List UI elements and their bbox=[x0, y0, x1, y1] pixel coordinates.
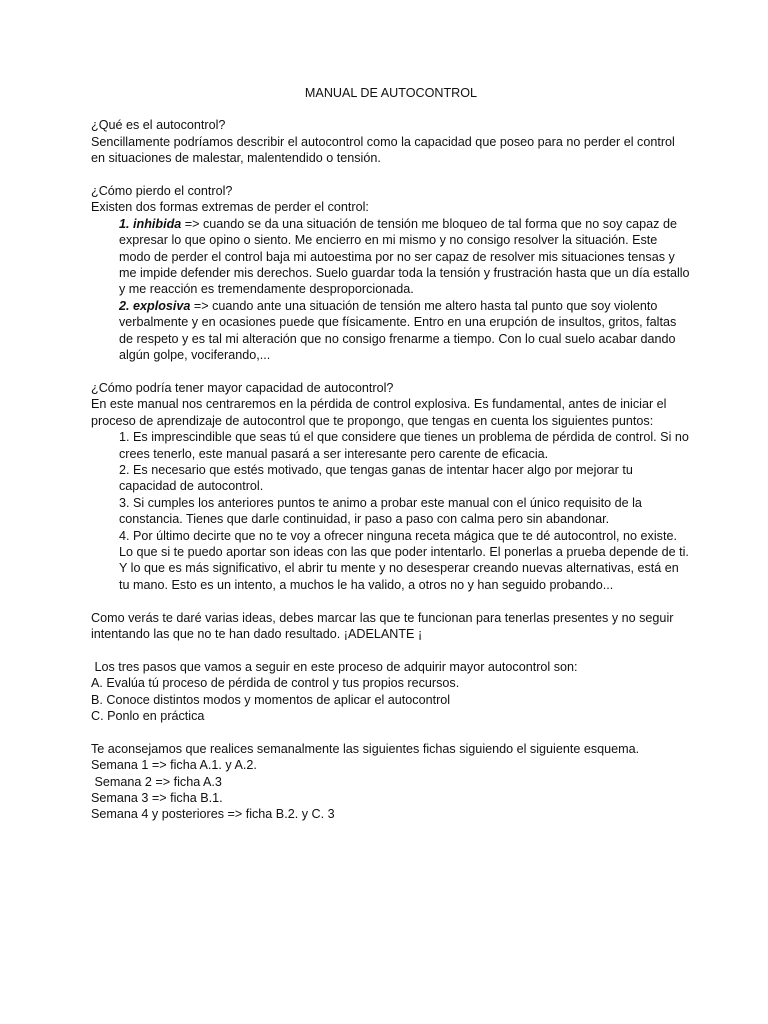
section-ideas bbox=[91, 610, 691, 643]
list-item: C. Ponlo en práctica bbox=[91, 708, 205, 723]
section-heading: ¿Cómo podría tener mayor capacidad de autocontrol? bbox=[91, 380, 394, 395]
section-more-autocontrol bbox=[91, 380, 691, 593]
section-paragraph: Existen dos formas extremas de perder el control: bbox=[91, 200, 369, 215]
document-body bbox=[91, 85, 691, 839]
section-schedule bbox=[91, 741, 691, 823]
item-label: 2. explosiva bbox=[119, 298, 191, 313]
item-label: 1. inhibida bbox=[119, 216, 182, 231]
section-paragraph: En este manual nos centraremos en la pérdida de control explosiva. Es fundamental, antes de iniciar el proceso de aprendizaje de autocontrol que te propongo, que tengas en cuenta los siguientes puntos: bbox=[91, 397, 667, 428]
list-item: 3. Si cumples los anteriores puntos te animo a probar este manual con el único requisito de la constancia. Tienes que darle continuidad, ir paso a paso con calma pero sin abandonar. bbox=[119, 495, 642, 527]
item-text: => cuando se da una situación de tensión me bloqueo de tal forma que no soy capaz de expresar lo que opino o siento. Me encierro en mi mismo y no consigo resolver la situación. Este modo de perder el control baja mi autoestima por no ser capaz de resolver mis situaciones tensas y me impide defender mis derechos. Suelo guardar toda la tensión y frustración hasta que un día estallo y me reacción es tremendamente desproporcionada. bbox=[119, 216, 690, 297]
list-item-inhibida bbox=[91, 216, 691, 298]
section-paragraph: Sencillamente podríamos describir el autocontrol como la capacidad que poseo para no perder el control en situaciones de malestar, malentendido o tensión. bbox=[91, 134, 675, 166]
list-item: Semana 4 y posteriores => ficha B.2. y C. 3 bbox=[91, 807, 335, 822]
list-item: Semana 2 => ficha A.3 bbox=[91, 774, 222, 789]
section-paragraph: Te aconsejamos que realices semanalmente las siguientes fichas siguiendo el siguiente esquema. bbox=[91, 741, 640, 756]
section-paragraph: Los tres pasos que vamos a seguir en este proceso de adquirir mayor autocontrol son: bbox=[91, 659, 578, 674]
section-what-is-autocontrol bbox=[91, 117, 691, 166]
section-paragraph: Como verás te daré varias ideas, debes marcar las que te funcionan para tenerlas presentes y no seguir intentando las que no te han dado resultado. ¡ADELANTE ¡ bbox=[91, 610, 674, 641]
list-item-explosiva bbox=[91, 298, 691, 364]
section-heading: ¿Qué es el autocontrol? bbox=[91, 118, 226, 133]
section-steps bbox=[91, 659, 691, 725]
item-text: => cuando ante una situación de tensión me altero hasta tal punto que soy violento verbalmente y en ocasiones puede que físicamente. Entro en una erupción de insultos, gritos, faltas de respeto y es tal mi alteración que no consigo frenarme a tiempo. Con lo cual suelo acabar dando algún golpe, vociferando,... bbox=[119, 298, 677, 363]
list-item: A. Evalúa tú proceso de pérdida de control y tus propios recursos. bbox=[91, 676, 460, 691]
list-item: 2. Es necesario que estés motivado, que tengas ganas de intentar hacer algo por mejorar tu capacidad de autocontrol. bbox=[119, 462, 633, 494]
list-item: 4. Por último decirte que no te voy a ofrecer ninguna receta mágica que te dé autocontrol, no existe. Lo que si te puedo aportar son ideas con las que poder intentarlo. El ponerlas a prueba depende de ti. Y lo que es más significativo, el abrir tu mente y no desesperar creando nuevas alternativas, está en tu mano. Esto es un intento, a muchos le ha valido, a otros no y han seguido probando... bbox=[119, 528, 689, 592]
list-item: Semana 1 => ficha A.1. y A.2. bbox=[91, 758, 257, 773]
section-how-lose-control bbox=[91, 183, 691, 363]
list-item: Semana 3 => ficha B.1. bbox=[91, 790, 223, 805]
section-heading: ¿Cómo pierdo el control? bbox=[91, 184, 233, 199]
document-title: MANUAL DE AUTOCONTROL bbox=[304, 86, 478, 100]
list-item: B. Conoce distintos modos y momentos de aplicar el autocontrol bbox=[91, 692, 451, 707]
list-item: 1. Es imprescindible que seas tú el que considere que tienes un problema de pérdida de control. Si no crees tenerlo, este manual pasará a ser interesante pero carente de eficacia. bbox=[119, 430, 689, 461]
